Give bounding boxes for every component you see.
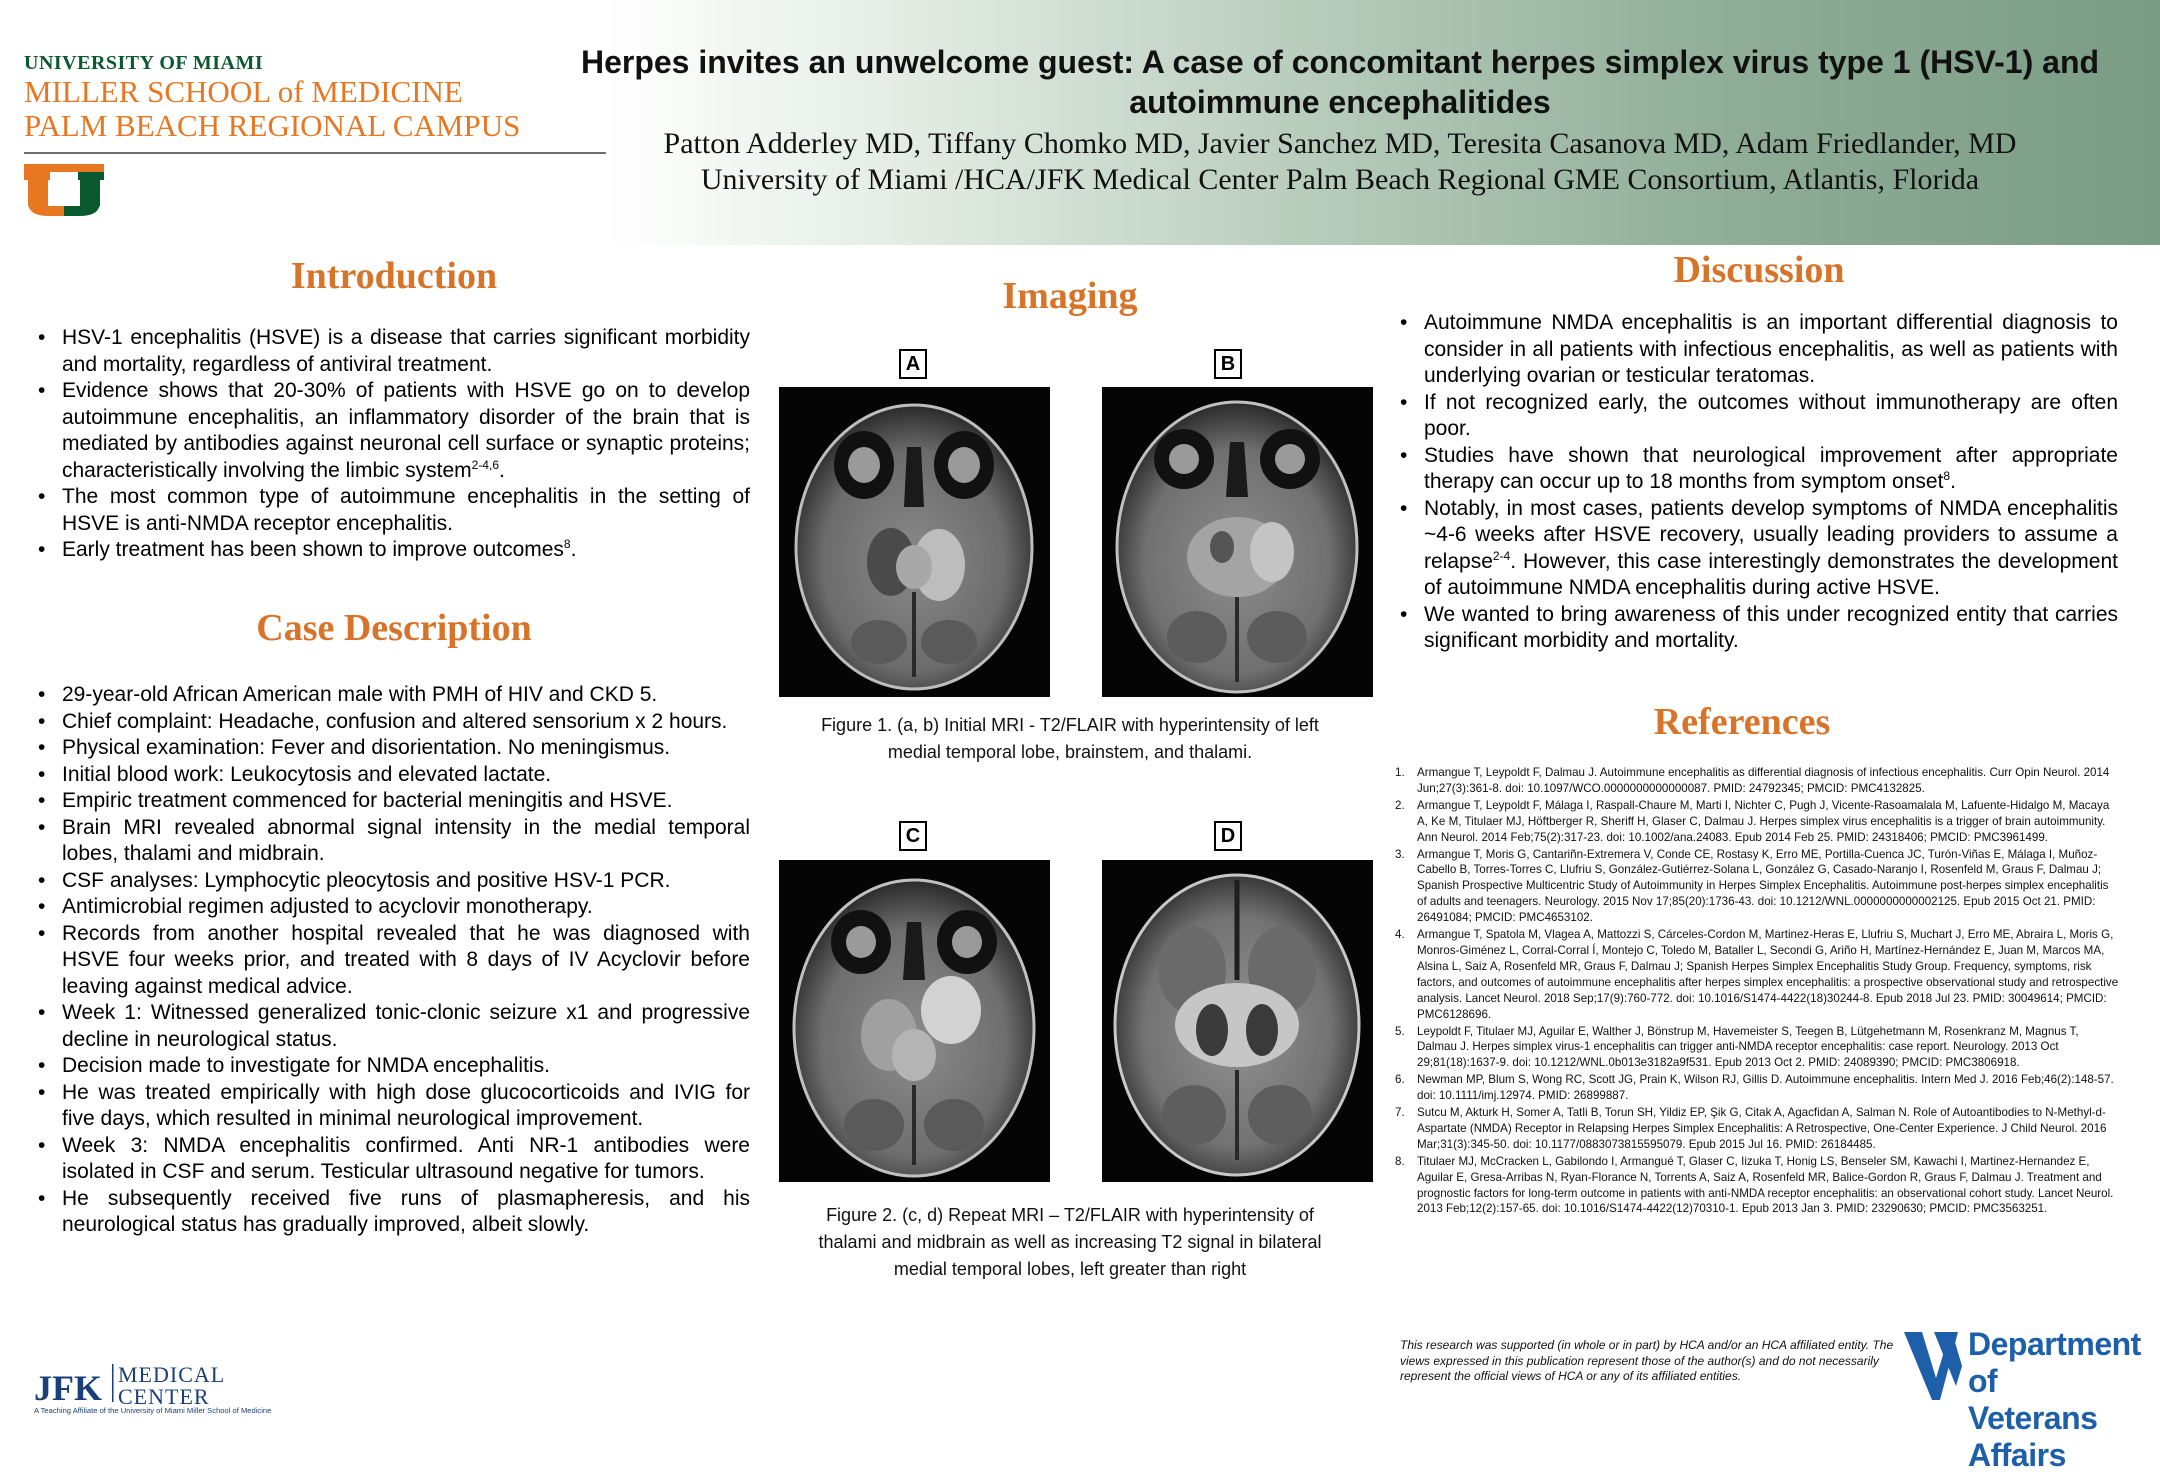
discussion-item — [1400, 496, 2118, 602]
reference-text: Titulaer MJ, McCracken L, Gabilondo I, Armangué T, Glaser C, Iizuka T, Honig LS, Benseler SM, Kawachi I, Martinez-Hernandez E, Aguilar E, Gresa-Arribas N, Ryan-Florance N, Torrents A, Saiz A, Rosenfeld MR, Balice-Gordon R, Graus F, Dalmau J. Treatment and prognostic factors for long-term outcome in patients with anti-NMDA receptor encephalitis: an observational cohort study. Lancet Neurol. 2013 Feb;12(2):157-65. doi: 10.1016/S1474-4422(12)70310-1. Epub 2013 Jan 3. PMID: 23290630; PMCID: PMC3563251. — [1417, 1154, 2114, 1216]
case-description-item: • 29-year-old African American male with PMH of HIV and CKD 5. — [38, 682, 750, 709]
reference-item — [1395, 927, 2120, 1022]
figure2-caption — [780, 1202, 1360, 1283]
school-name-line1: MILLER SCHOOL of MEDICINE — [24, 74, 463, 109]
reference-number: 6. — [1395, 1073, 1405, 1087]
case-description-item: • CSF analyses: Lymphocytic pleocytosis and positive HSV-1 PCR. — [38, 868, 750, 895]
reference-item — [1395, 798, 2120, 846]
introduction-item-tail: . — [499, 458, 505, 482]
mri-image-d — [1102, 860, 1373, 1182]
poster-title-line2: autoimmune encephalitides — [1129, 84, 1551, 120]
references-list — [1395, 765, 2120, 1218]
panel-label-b: B — [1214, 349, 1242, 379]
case-description-heading: Case Description — [256, 607, 532, 649]
jfk-medical: MEDICAL — [118, 1362, 226, 1387]
brain-mri-c-icon — [779, 860, 1050, 1182]
introduction-item — [38, 325, 750, 378]
poster-title-line1: Herpes invites an unwelcome guest: A case of concomitant herpes simplex virus type 1 (HSV-1) and — [580, 44, 2100, 80]
case-description-item: • Decision made to investigate for NMDA encephalitis. — [38, 1053, 750, 1080]
reference-item — [1395, 847, 2120, 927]
case-description-item: • Antimicrobial regimen adjusted to acyclovir monotherapy. — [38, 894, 750, 921]
university-name: UNIVERSITY OF MIAMI — [24, 52, 264, 74]
introduction-item — [38, 378, 750, 484]
case-description-item: • Initial blood work: Leukocytosis and elevated lactate. — [38, 762, 750, 789]
introduction-item-text: HSV-1 encephalitis (HSVE) is a disease that carries significant morbidity and mortality, regardless of antiviral treatment. — [62, 326, 750, 376]
va-wordmark — [1968, 1326, 2160, 1474]
introduction-item-tail: . — [570, 538, 577, 561]
imaging-heading: Imaging — [1002, 275, 1138, 317]
discussion-citation: 2-4 — [1492, 548, 1511, 563]
reference-number: 1. — [1395, 766, 1405, 779]
figure1-caption — [780, 712, 1360, 766]
reference-number: 2. — [1395, 798, 1405, 812]
reference-text: Sutcu M, Akturk H, Somer A, Tatli B, Torun SH, Yildiz EP, Şik G, Citak A, Agacfidan A, Salman N. Role of Autoantibodies to N-Methyl-d-Aspartate (NMDA) Receptor in Relapsing Herpes Simplex Encephalitis: A Retrospective, One-Center Experience. J Child Neurol. 2016 Mar;31(3):345-50. doi: 10.1177/0883073815595079. Epub 2015 Jul 16. PMID: 26184485. — [1417, 1106, 2107, 1151]
reference-item — [1395, 1105, 2120, 1153]
reference-item — [1395, 1024, 2120, 1072]
reference-number: 5. — [1395, 1024, 1405, 1038]
mri-image-c — [779, 860, 1050, 1182]
discussion-item-tail: . However, this case interestingly demonstrates the development of autoimmune NMDA encephalitis during active HSVE. — [1424, 549, 2118, 599]
introduction-item — [38, 537, 750, 564]
introduction-citation: 2-4,6 — [471, 457, 499, 472]
university-logo-block — [24, 52, 604, 143]
reference-number: 8. — [1395, 1154, 1405, 1168]
poster-header — [0, 0, 2160, 245]
figure2-caption-line1: Figure 2. (c, d) Repeat MRI – T2/FLAIR with hyperintensity of — [826, 1205, 1314, 1225]
case-description-item: • He subsequently received five runs of plasmapheresis, and his neurological status has gradually improved, albeit slowly. — [38, 1186, 750, 1239]
introduction-item-text: Evidence shows that 20-30% of patients with HSVE go on to develop autoimmune encephalitis, an inflammatory disorder of the brain that is mediated by antibodies against neuronal cell surface or synaptic proteins; characteristically involving the limbic system — [62, 379, 750, 482]
discussion-item-text: Autoimmune NMDA encephalitis is an important differential diagnosis to consider in all patients with infectious encephalitis, as well as patients with underlying ovarian or testicular teratomas. — [1424, 311, 2118, 387]
introduction-item — [38, 484, 750, 537]
introduction-item-text: Early treatment has been shown to improve outcomes — [62, 538, 564, 561]
author-list: Patton Adderley MD, Tiffany Chomko MD, Javier Sanchez MD, Teresita Casanova MD, Adam Friedlander, MD — [663, 127, 2017, 160]
discussion-citation: 8 — [1943, 469, 1951, 483]
case-description-item: • Brain MRI revealed abnormal signal intensity in the medial temporal lobes, thalami and midbrain. — [38, 815, 750, 868]
case-description-item: • He was treated empirically with high dose glucocorticoids and IVIG for five days, which resulted in minimal neurological improvement. — [38, 1080, 750, 1133]
figure1-caption-line2: medial temporal lobe, brainstem, and thalami. — [887, 742, 1253, 762]
jfk-center: CENTER — [118, 1384, 210, 1409]
case-description-item: • Records from another hospital revealed that he was diagnosed with HSVE four weeks prior, and treated with 8 days of IV Acyclovir before leaving against medical advice. — [38, 921, 750, 1001]
reference-text: Armangue T, Leypoldt F, Málaga I, Raspall-Chaure M, Marti I, Nichter C, Pugh J, Vicente-Rasoamalala M, Lafuente-Hidalgo M, Macaya A, Ke M, Titulaer MJ, Höftberger R, Sheriff H, Glaser C, Dalmau J. Herpes simplex virus encephalitis is a trigger of brain autoimmunity. Ann Neurol. 2014 Feb;75(2):317-23. doi: 10.1002/ana.24083. Epub 2014 Feb 25. PMID: 24318406; PMCID: PMC3961499. — [1417, 798, 2110, 844]
introduction-list — [38, 325, 750, 564]
school-name-line2: PALM BEACH REGIONAL CAMPUS — [24, 108, 521, 143]
references-heading: References — [1653, 701, 1831, 743]
reference-number: 4. — [1395, 928, 1405, 942]
reference-text: Armangue T, Leypoldt F, Dalmau J. Autoimmune encephalitis as differential diagnosis of infectious encephalitis. Curr Opin Neurol. 2014 Jun;27(3):361-8. doi: 10.1097/WCO.0000000000000087. PMID: 24792345; PMCID: PMC4132825. — [1417, 766, 2110, 795]
introduction-item-text: The most common type of autoimmune encephalitis in the setting of HSVE is anti-NMDA receptor encephalitis. — [62, 485, 750, 535]
header-divider — [24, 152, 606, 154]
discussion-item — [1400, 602, 2118, 655]
funding-disclaimer: This research was supported (in whole or in part) by HCA and/or an HCA affiliated entity. The views expressed in this publication represent those of the author(s) and do not necessarily represent the official views of HCA or any of its affiliated entities. — [1400, 1338, 1894, 1383]
figure1-caption-line1: Figure 1. (a, b) Initial MRI - T2/FLAIR with hyperintensity of left — [821, 715, 1319, 735]
mri-image-b — [1102, 387, 1373, 697]
introduction-citation: 8 — [563, 537, 571, 551]
discussion-list — [1400, 310, 2118, 655]
discussion-item-text: We wanted to bring awareness of this under recognized entity that carries significant morbidity and mortality. — [1424, 602, 2118, 652]
case-description-item: • Week 1: Witnessed generalized tonic-clonic seizure x1 and progressive decline in neurological status. — [38, 1000, 750, 1053]
case-description-item: • Physical examination: Fever and disorientation. No meningismus. — [38, 735, 750, 762]
brain-mri-b-icon — [1102, 387, 1373, 697]
discussion-heading: Discussion — [1673, 249, 1845, 291]
case-description-item: • Chief complaint: Headache, confusion and altered sensorium x 2 hours. — [38, 709, 750, 736]
jfk-letters: JFK — [34, 1368, 102, 1408]
panel-label-d: D — [1214, 821, 1242, 851]
reference-text: Armangue T, Moris G, Cantariñn-Extremera V, Conde CE, Rostasy K, Erro ME, Portilla-Cuenca JC, Turón-Viñas E, Málaga I, Muñoz-Cabello B, Torres-Torres C, Llufriu S, González-Gutiérrez-Solana L, González G, Casado-Naranjo I, Rosenfeld M, Graus F, Dalmau J; Spanish Prospective Multicentric Study of Autoimmunity in Herpes Simplex Encephalitis. Autoimmune post-herpes simplex encephalitis of adults and teenagers. Neurology. 2015 Nov 17;85(20):1736-43. doi: 10.1212/WNL.0000000000002125. Epub 2015 Oct 21. PMID: 26491084; PMCID: PMC4653102. — [1417, 847, 2109, 925]
case-description-item: • Week 3: NMDA encephalitis confirmed. Anti NR-1 antibodies were isolated in CSF and serum. Testicular ultrasound negative for tumors. — [38, 1133, 750, 1186]
reference-text: Leypoldt F, Titulaer MJ, Aguilar E, Walther J, Bönstrup M, Havemeister S, Teegen B, Lütgehetmann M, Rosenkranz M, Magnus T, Dalmau J. Herpes simplex virus-1 encephalitis can trigger anti-NMDA receptor encephalitis: case report. Neurology. 2013 Oct 29;81(18):1637-9. doi: 10.1212/WNL.0b013e3182a9f531. Epub 2013 Oct 2. PMID: 24089390; PMCID: PMC3806918. — [1417, 1024, 2079, 1070]
brain-mri-a-icon — [779, 387, 1050, 697]
case-description-list — [38, 682, 750, 1239]
reference-text: Newman MP, Blum S, Wong RC, Scott JG, Prain K, Wilson RJ, Gillis D. Autoimmune encephalitis. Intern Med J. 2016 Feb;46(2):148-57. doi: 10.1111/imj.12974. PMID: 26899887. — [1417, 1073, 2114, 1103]
discussion-item-tail: . — [1950, 470, 1956, 493]
reference-item — [1395, 1072, 2120, 1104]
discussion-item-text: If not recognized early, the outcomes without immunotherapy are often poor. — [1424, 390, 2118, 440]
panel-label-c: C — [899, 821, 927, 851]
um-u-logo-icon — [24, 164, 104, 216]
discussion-item — [1400, 390, 2118, 443]
discussion-item — [1400, 443, 2118, 496]
reference-number: 3. — [1395, 847, 1405, 861]
figure2-caption-line3: medial temporal lobes, left greater than right — [893, 1259, 1247, 1279]
mri-image-a — [779, 387, 1050, 697]
brain-mri-d-icon — [1102, 860, 1373, 1182]
panel-label-a: A — [899, 349, 927, 379]
discussion-item-text: Studies have shown that neurological improvement after appropriate therapy can occur up to 18 months from symptom onset — [1424, 443, 2118, 493]
figure2-caption-line2: thalami and midbrain as well as increasing T2 signal in bilateral — [818, 1232, 1322, 1252]
reference-number: 7. — [1395, 1106, 1405, 1120]
reference-item — [1395, 1154, 2120, 1218]
introduction-heading: Introduction — [290, 255, 498, 297]
discussion-item-text: Notably, in most cases, patients develop symptoms of NMDA encephalitis ~4-6 weeks after HSVE recovery, usually leading providers to assume a relapse — [1424, 496, 2118, 573]
discussion-item — [1400, 310, 2118, 390]
affiliation: University of Miami /HCA/JFK Medical Center Palm Beach Regional GME Consortium, Atlantis, Florida — [700, 163, 1980, 196]
va-line1: Department of — [1968, 1326, 2141, 1399]
title-block — [540, 42, 2140, 198]
jfk-tagline: A Teaching Affiliate of the University of Miami Miller School of Medicine — [34, 1406, 272, 1415]
reference-text: Armangue T, Spatola M, Vlagea A, Mattozzi S, Cárceles-Cordon M, Martinez-Heras E, Llufriu S, Muchart J, Erro ME, Abraira L, Moris G, Monros-Giménez L, Corral-Corral Í, Montejo C, Toledo M, Bataller L, Secondi G, Ariño H, Martínez-Hernández E, Juan M, Marcos MA, Alsina L, Saiz A, Rosenfeld MR, Graus F, Dalmau J; Spanish Herpes Simplex Encephalitis Study Group. Frequency, symptoms, risk factors, and outcomes of autoimmune encephalitis after herpes simplex encephalitis: a prospective observational study and retrospective analysis. Lancet Neurol. 2018 Sep;17(9):760-772. doi: 10.1016/S1474-4422(18)30244-8. Epub 2018 Jul 23. PMID: 30049614; PMCID: PMC6128696. — [1417, 928, 2119, 1021]
va-line2: Veterans Affairs — [1968, 1400, 2098, 1473]
case-description-item: • Empiric treatment commenced for bacterial meningitis and HSVE. — [38, 788, 750, 815]
reference-item — [1395, 765, 2120, 797]
